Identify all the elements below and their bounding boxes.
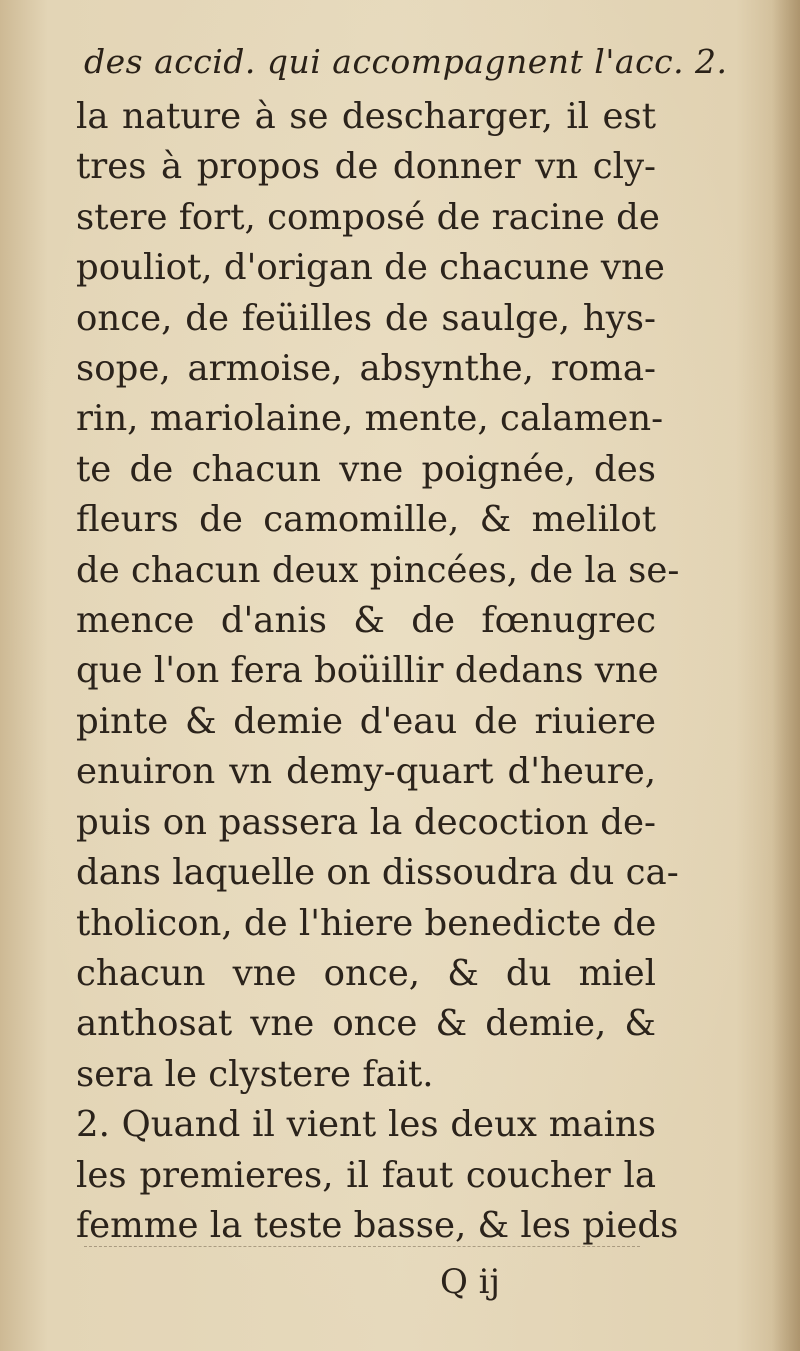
text-line: sope, armoise, absynthe, roma- [76,348,656,390]
text-line: enuiron vn demy-quart d'heure, [76,751,656,793]
text-line: mence d'anis & de fœnugrec [76,600,656,642]
text-line: tres à propos de donner vn cly- [76,146,656,188]
text-line: chacun vne once, & du miel [76,952,656,994]
text-line: sera le clystere fait. [76,1053,434,1095]
text-line: te de chacun vne poignée, des [76,448,656,490]
text-line: 2. Quand il vient les deux mains [76,1104,656,1146]
text-line: fleurs de camomille, & melilot [76,499,656,541]
text-line: de chacun deux pincées, de la se- [76,549,680,591]
text-line: stere fort, composé de racine de [76,196,660,238]
text-line: les premieres, il faut coucher la [76,1154,656,1196]
text-line: rin, mariolaine, mente, calamen- [76,398,664,440]
footer-rule [84,1246,640,1247]
text-line: que l'on fera boüillir dedans vne [76,650,659,692]
text-line: once, de feüilles de saulge, hys- [76,297,656,339]
signature-mark: Q ij [440,1262,501,1302]
text-line: dans laquelle on dissoudra du ca- [76,852,679,894]
text-line: anthosat vne once & demie, & [76,1003,656,1045]
running-head: des accid. qui accompagnent l'acc. 2. [84,42,728,81]
text-line: pouliot, d'origan de chacune vne [76,247,665,289]
text-line: puis on passera la decoction de- [76,801,656,843]
body-text [76,92,680,1251]
text-line: la nature à se descharger, il est [76,96,656,137]
page-edge-shadow [772,0,800,1351]
text-line: pinte & demie d'eau de riuiere [76,700,656,742]
text-line: femme la teste basse, & les pieds [76,1204,679,1246]
text-line: tholicon, de l'hiere benedicte de [76,902,657,944]
